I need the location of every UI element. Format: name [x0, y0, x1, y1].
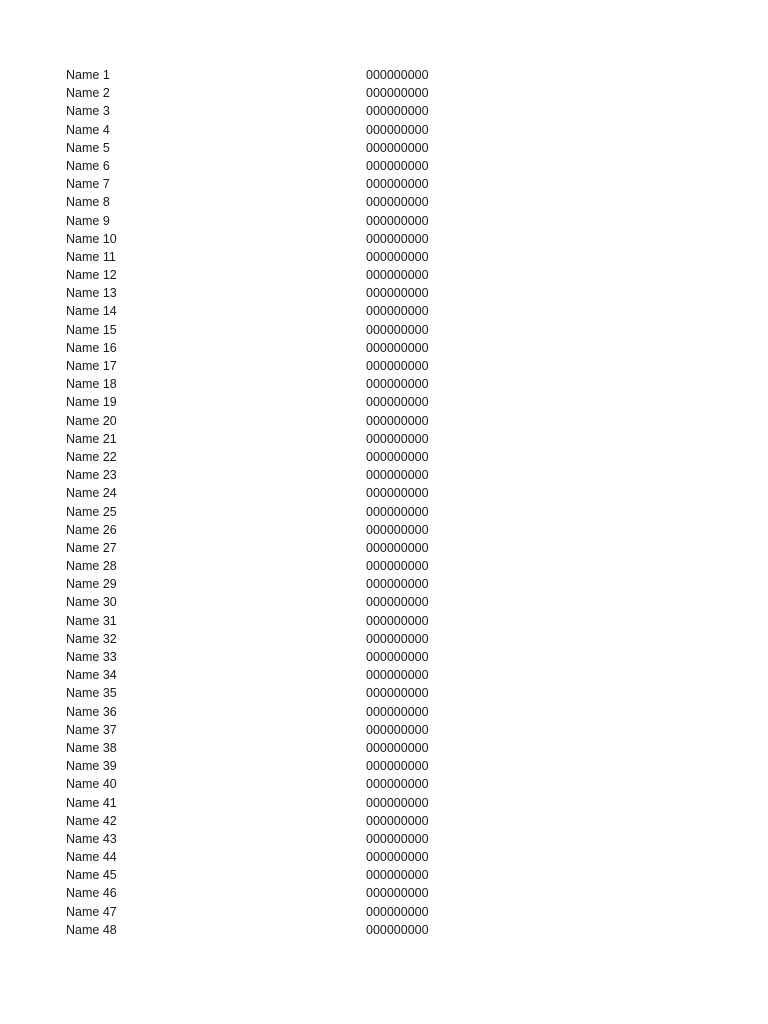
contact-row	[66, 266, 586, 284]
contact-name: Name 42	[66, 813, 117, 828]
contact-phone: 000000000	[366, 850, 429, 865]
contact-name: Name 30	[66, 595, 117, 610]
contact-name: Name 38	[66, 740, 117, 755]
contact-list	[66, 66, 586, 939]
contact-phone: 000000000	[366, 904, 429, 919]
contact-name: Name 2	[66, 86, 110, 101]
contact-phone: 000000000	[366, 468, 429, 483]
contact-phone: 000000000	[366, 886, 429, 901]
contact-phone: 000000000	[366, 613, 429, 628]
contact-row	[66, 102, 586, 120]
contact-name: Name 14	[66, 304, 117, 319]
contact-phone: 000000000	[366, 668, 429, 683]
contact-phone: 000000000	[366, 631, 429, 646]
contact-row	[66, 903, 586, 921]
contact-phone: 000000000	[366, 158, 429, 173]
contact-phone: 000000000	[366, 686, 429, 701]
contact-row	[66, 503, 586, 521]
contact-phone: 000000000	[366, 195, 429, 210]
contact-name: Name 31	[66, 613, 117, 628]
contact-name: Name 8	[66, 195, 110, 210]
contact-name: Name 41	[66, 795, 117, 810]
contact-name: Name 48	[66, 922, 117, 937]
contact-phone: 000000000	[366, 177, 429, 192]
contact-phone: 000000000	[366, 122, 429, 137]
contact-row	[66, 866, 586, 884]
contact-phone: 000000000	[366, 922, 429, 937]
contact-name: Name 9	[66, 213, 110, 228]
contact-phone: 000000000	[366, 704, 429, 719]
contact-phone: 000000000	[366, 304, 429, 319]
contact-name: Name 32	[66, 631, 117, 646]
contact-row	[66, 393, 586, 411]
contact-name: Name 25	[66, 504, 117, 519]
contact-phone: 000000000	[366, 86, 429, 101]
contact-phone: 000000000	[366, 595, 429, 610]
contact-row	[66, 139, 586, 157]
contact-name: Name 45	[66, 868, 117, 883]
contact-name: Name 43	[66, 831, 117, 846]
contact-phone: 000000000	[366, 795, 429, 810]
contact-phone: 000000000	[366, 104, 429, 119]
contact-row	[66, 66, 586, 84]
contact-name: Name 16	[66, 340, 117, 355]
contact-row	[66, 157, 586, 175]
contact-name: Name 40	[66, 777, 117, 792]
contact-row	[66, 193, 586, 211]
contact-name: Name 29	[66, 577, 117, 592]
contact-name: Name 37	[66, 722, 117, 737]
contact-row	[66, 721, 586, 739]
contact-phone: 000000000	[366, 213, 429, 228]
contact-row	[66, 757, 586, 775]
contact-phone: 000000000	[366, 268, 429, 283]
contact-phone: 000000000	[366, 140, 429, 155]
contact-row	[66, 630, 586, 648]
contact-name: Name 1	[66, 68, 110, 82]
contact-name: Name 46	[66, 886, 117, 901]
contact-row	[66, 466, 586, 484]
contact-name: Name 22	[66, 449, 117, 464]
contact-row	[66, 884, 586, 902]
contact-row	[66, 830, 586, 848]
contact-phone: 000000000	[366, 559, 429, 574]
contact-phone: 000000000	[366, 504, 429, 519]
contact-row	[66, 703, 586, 721]
contact-name: Name 35	[66, 686, 117, 701]
contact-name: Name 17	[66, 359, 117, 373]
contact-phone: 000000000	[366, 740, 429, 755]
contact-name: Name 15	[66, 322, 117, 337]
contact-row	[66, 430, 586, 448]
contact-name: Name 20	[66, 413, 117, 428]
contact-row	[66, 302, 586, 320]
contact-row	[66, 593, 586, 611]
contact-phone: 000000000	[366, 249, 429, 264]
contact-name: Name 23	[66, 468, 117, 483]
contact-phone: 000000000	[366, 68, 429, 82]
contact-row	[66, 684, 586, 702]
contact-row	[66, 230, 586, 248]
contact-row	[66, 448, 586, 466]
contact-name: Name 26	[66, 522, 117, 537]
contact-name: Name 5	[66, 140, 110, 155]
contact-name: Name 10	[66, 231, 117, 246]
contact-name: Name 34	[66, 668, 117, 683]
contact-row	[66, 921, 586, 939]
contact-row	[66, 284, 586, 302]
contact-name: Name 27	[66, 540, 117, 555]
contact-row	[66, 648, 586, 666]
contact-name: Name 47	[66, 904, 117, 919]
contact-row	[66, 848, 586, 866]
contact-phone: 000000000	[366, 359, 429, 373]
contact-row	[66, 375, 586, 393]
contact-row	[66, 794, 586, 812]
contact-row	[66, 575, 586, 593]
contact-phone: 000000000	[366, 413, 429, 428]
contact-name: Name 6	[66, 158, 110, 173]
contact-name: Name 19	[66, 395, 117, 410]
contact-phone: 000000000	[366, 813, 429, 828]
contact-row	[66, 612, 586, 630]
contact-name: Name 36	[66, 704, 117, 719]
contact-name: Name 13	[66, 286, 117, 301]
contact-row	[66, 175, 586, 193]
contact-row	[66, 212, 586, 230]
contact-row	[66, 357, 586, 375]
contact-phone: 000000000	[366, 231, 429, 246]
contact-name: Name 33	[66, 650, 117, 664]
contact-name: Name 12	[66, 268, 117, 283]
contact-row	[66, 666, 586, 684]
contact-row	[66, 557, 586, 575]
contact-row	[66, 412, 586, 430]
contact-row	[66, 339, 586, 357]
contact-row	[66, 539, 586, 557]
contact-phone: 000000000	[366, 522, 429, 537]
contact-row	[66, 484, 586, 502]
contact-name: Name 24	[66, 486, 117, 501]
contact-phone: 000000000	[366, 340, 429, 355]
contact-phone: 000000000	[366, 777, 429, 792]
contact-row	[66, 521, 586, 539]
contact-name: Name 11	[66, 249, 116, 264]
contact-name: Name 39	[66, 759, 117, 774]
contact-phone: 000000000	[366, 831, 429, 846]
contact-phone: 000000000	[366, 377, 429, 392]
contact-row	[66, 84, 586, 102]
contact-phone: 000000000	[366, 759, 429, 774]
contact-phone: 000000000	[366, 540, 429, 555]
contact-row	[66, 739, 586, 757]
contact-row	[66, 248, 586, 266]
contact-phone: 000000000	[366, 431, 429, 446]
contact-phone: 000000000	[366, 577, 429, 592]
contact-phone: 000000000	[366, 395, 429, 410]
contact-name: Name 3	[66, 104, 110, 119]
contact-name: Name 21	[66, 431, 117, 446]
contact-name: Name 4	[66, 122, 110, 137]
contact-phone: 000000000	[366, 650, 429, 664]
contact-name: Name 28	[66, 559, 117, 574]
contact-row	[66, 812, 586, 830]
contact-phone: 000000000	[366, 868, 429, 883]
contact-row	[66, 775, 586, 793]
contact-name: Name 7	[66, 177, 110, 192]
contact-phone: 000000000	[366, 286, 429, 301]
contact-phone: 000000000	[366, 486, 429, 501]
contact-row	[66, 321, 586, 339]
contact-phone: 000000000	[366, 322, 429, 337]
contact-row	[66, 121, 586, 139]
contact-name: Name 44	[66, 850, 117, 865]
contact-phone: 000000000	[366, 449, 429, 464]
contact-phone: 000000000	[366, 722, 429, 737]
contact-name: Name 18	[66, 377, 117, 392]
